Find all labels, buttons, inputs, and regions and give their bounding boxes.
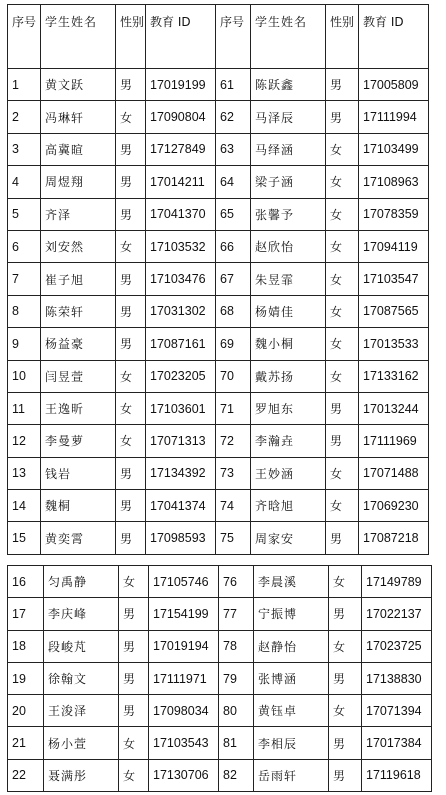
edu-id-cell: 17031302 <box>146 295 216 327</box>
name-cell: 崔子旭 <box>41 263 116 295</box>
seq-cell-2: 64 <box>216 166 251 198</box>
gender-cell: 男 <box>119 598 149 630</box>
table-row <box>8 759 432 791</box>
edu-id-cell-2: 17111994 <box>359 101 429 133</box>
edu-id-cell: 17041374 <box>146 490 216 522</box>
edu-id-cell: 17154199 <box>149 598 219 630</box>
gender-cell: 男 <box>116 490 146 522</box>
table-row <box>8 522 429 554</box>
edu-id-cell: 17090804 <box>146 101 216 133</box>
seq-cell: 14 <box>8 490 41 522</box>
seq-cell: 3 <box>8 133 41 165</box>
name-cell: 魏桐 <box>41 490 116 522</box>
name-cell: 聂满彤 <box>44 759 119 791</box>
name-cell: 齐泽 <box>41 198 116 230</box>
name-cell: 王逸昕 <box>41 392 116 424</box>
gender-cell: 男 <box>116 166 146 198</box>
edu-id-cell-2: 17133162 <box>359 360 429 392</box>
gender-cell-2: 男 <box>329 662 362 694</box>
seq-cell-2: 75 <box>216 522 251 554</box>
table-row <box>8 425 429 457</box>
name-cell: 王浚泽 <box>44 695 119 727</box>
name-cell: 杨益豪 <box>41 328 116 360</box>
seq-cell-2: 63 <box>216 133 251 165</box>
table-row <box>8 630 432 662</box>
edu-id-cell-2: 17103499 <box>359 133 429 165</box>
gender-cell-2: 女 <box>326 263 359 295</box>
gender-cell-2: 男 <box>329 727 362 759</box>
name-cell-2: 李瀚垚 <box>251 425 326 457</box>
name-cell-2: 李晨溪 <box>254 566 329 598</box>
seq-cell: 1 <box>8 69 41 101</box>
header-gender-2: 性别 <box>326 5 359 69</box>
edu-id-cell-2: 17119618 <box>362 759 432 791</box>
seq-cell: 22 <box>8 759 44 791</box>
seq-cell: 12 <box>8 425 41 457</box>
header-gender: 性别 <box>116 5 146 69</box>
edu-id-cell: 17023205 <box>146 360 216 392</box>
edu-id-cell-2: 17094119 <box>359 230 429 262</box>
seq-cell-2: 68 <box>216 295 251 327</box>
name-cell: 黄奕霄 <box>41 522 116 554</box>
table-row <box>8 727 432 759</box>
table-row <box>8 360 429 392</box>
name-cell-2: 张馨予 <box>251 198 326 230</box>
seq-cell: 8 <box>8 295 41 327</box>
gender-cell: 男 <box>116 328 146 360</box>
edu-id-cell-2: 17017384 <box>362 727 432 759</box>
table-row <box>8 566 432 598</box>
table-row <box>8 69 429 101</box>
edu-id-cell-2: 17087218 <box>359 522 429 554</box>
seq-cell-2: 65 <box>216 198 251 230</box>
name-cell-2: 朱昱霏 <box>251 263 326 295</box>
seq-cell-2: 81 <box>219 727 254 759</box>
seq-cell: 6 <box>8 230 41 262</box>
seq-cell-2: 82 <box>219 759 254 791</box>
name-cell: 李曼萝 <box>41 425 116 457</box>
seq-cell: 15 <box>8 522 41 554</box>
gender-cell: 女 <box>116 425 146 457</box>
name-cell: 高冀暄 <box>41 133 116 165</box>
gender-cell: 男 <box>119 662 149 694</box>
gender-cell: 男 <box>116 522 146 554</box>
gender-cell-2: 女 <box>326 230 359 262</box>
edu-id-cell: 17105746 <box>149 566 219 598</box>
header-row <box>8 5 429 69</box>
table-row <box>8 598 432 630</box>
gender-cell: 女 <box>116 230 146 262</box>
edu-id-cell: 17111971 <box>149 662 219 694</box>
seq-cell-2: 76 <box>219 566 254 598</box>
edu-id-cell: 17019199 <box>146 69 216 101</box>
name-cell-2: 李相辰 <box>254 727 329 759</box>
table-row <box>8 198 429 230</box>
gender-cell-2: 男 <box>329 759 362 791</box>
table-row <box>8 133 429 165</box>
seq-cell-2: 72 <box>216 425 251 457</box>
seq-cell: 19 <box>8 662 44 694</box>
edu-id-cell: 17098034 <box>149 695 219 727</box>
seq-cell-2: 67 <box>216 263 251 295</box>
seq-cell: 7 <box>8 263 41 295</box>
gender-cell-2: 男 <box>326 425 359 457</box>
gender-cell: 男 <box>116 263 146 295</box>
table-row <box>8 101 429 133</box>
gender-cell-2: 女 <box>326 360 359 392</box>
edu-id-cell-2: 17069230 <box>359 490 429 522</box>
seq-cell: 20 <box>8 695 44 727</box>
seq-cell-2: 79 <box>219 662 254 694</box>
edu-id-cell-2: 17149789 <box>362 566 432 598</box>
edu-id-cell-2: 17022137 <box>362 598 432 630</box>
gender-cell-2: 男 <box>329 598 362 630</box>
header-edu-id: 教育 ID <box>146 5 216 69</box>
gender-cell: 女 <box>119 727 149 759</box>
gender-cell-2: 女 <box>326 133 359 165</box>
name-cell-2: 岳雨轩 <box>254 759 329 791</box>
gender-cell-2: 女 <box>329 630 362 662</box>
edu-id-cell-2: 17078359 <box>359 198 429 230</box>
table-row <box>8 662 432 694</box>
gender-cell: 男 <box>116 198 146 230</box>
table-row <box>8 263 429 295</box>
name-cell: 冯琳轩 <box>41 101 116 133</box>
seq-cell: 2 <box>8 101 41 133</box>
seq-cell-2: 77 <box>219 598 254 630</box>
table-row <box>8 230 429 262</box>
name-cell: 钱岩 <box>41 457 116 489</box>
table-row <box>8 295 429 327</box>
edu-id-cell: 17019194 <box>149 630 219 662</box>
gender-cell: 男 <box>116 69 146 101</box>
gender-cell: 女 <box>116 392 146 424</box>
gender-cell: 男 <box>119 695 149 727</box>
header-seq: 序号 <box>8 5 41 69</box>
gender-cell: 女 <box>119 759 149 791</box>
name-cell: 段峻芃 <box>44 630 119 662</box>
edu-id-cell-2: 17013533 <box>359 328 429 360</box>
edu-id-cell: 17103532 <box>146 230 216 262</box>
name-cell: 闫昱萱 <box>41 360 116 392</box>
table-row <box>8 490 429 522</box>
edu-id-cell: 17130706 <box>149 759 219 791</box>
seq-cell: 18 <box>8 630 44 662</box>
name-cell: 杨小萱 <box>44 727 119 759</box>
header-name-2: 学生姓名 <box>251 5 326 69</box>
edu-id-cell: 17134392 <box>146 457 216 489</box>
header-edu-id-2: 教育 ID <box>359 5 429 69</box>
edu-id-cell-2: 17071394 <box>362 695 432 727</box>
gender-cell-2: 男 <box>326 522 359 554</box>
table-row <box>8 166 429 198</box>
name-cell-2: 马泽辰 <box>251 101 326 133</box>
gender-cell: 女 <box>116 101 146 133</box>
seq-cell: 9 <box>8 328 41 360</box>
gender-cell-2: 女 <box>326 457 359 489</box>
name-cell-2: 杨婧佳 <box>251 295 326 327</box>
name-cell-2: 宁振博 <box>254 598 329 630</box>
table-row <box>8 457 429 489</box>
seq-cell-2: 73 <box>216 457 251 489</box>
name-cell-2: 周家安 <box>251 522 326 554</box>
seq-cell-2: 71 <box>216 392 251 424</box>
name-cell: 徐翰文 <box>44 662 119 694</box>
name-cell: 周煜翔 <box>41 166 116 198</box>
name-cell-2: 王妙涵 <box>251 457 326 489</box>
gender-cell: 女 <box>116 360 146 392</box>
seq-cell-2: 66 <box>216 230 251 262</box>
name-cell-2: 马绎涵 <box>251 133 326 165</box>
gender-cell-2: 女 <box>326 490 359 522</box>
gender-cell-2: 女 <box>329 566 362 598</box>
seq-cell: 13 <box>8 457 41 489</box>
seq-cell-2: 61 <box>216 69 251 101</box>
name-cell-2: 赵静怡 <box>254 630 329 662</box>
seq-cell-2: 69 <box>216 328 251 360</box>
name-cell: 黄文跃 <box>41 69 116 101</box>
seq-cell: 16 <box>8 566 44 598</box>
seq-cell: 11 <box>8 392 41 424</box>
seq-cell-2: 80 <box>219 695 254 727</box>
edu-id-cell-2: 17087565 <box>359 295 429 327</box>
name-cell: 李庆峰 <box>44 598 119 630</box>
edu-id-cell: 17103476 <box>146 263 216 295</box>
name-cell: 陈荣轩 <box>41 295 116 327</box>
table-row <box>8 392 429 424</box>
seq-cell-2: 74 <box>216 490 251 522</box>
header-seq-2: 序号 <box>216 5 251 69</box>
edu-id-cell: 17098593 <box>146 522 216 554</box>
seq-cell: 17 <box>8 598 44 630</box>
edu-id-cell: 17103601 <box>146 392 216 424</box>
seq-cell-2: 70 <box>216 360 251 392</box>
gender-cell-2: 女 <box>326 198 359 230</box>
gender-cell-2: 女 <box>326 295 359 327</box>
seq-cell-2: 62 <box>216 101 251 133</box>
edu-id-cell: 17041370 <box>146 198 216 230</box>
student-table-bottom <box>7 565 432 792</box>
gender-cell-2: 女 <box>329 695 362 727</box>
edu-id-cell: 17087161 <box>146 328 216 360</box>
gender-cell-2: 男 <box>326 69 359 101</box>
name-cell-2: 齐晗旭 <box>251 490 326 522</box>
edu-id-cell: 17071313 <box>146 425 216 457</box>
table-row <box>8 695 432 727</box>
name-cell-2: 戴苏扬 <box>251 360 326 392</box>
edu-id-cell: 17014211 <box>146 166 216 198</box>
gender-cell-2: 男 <box>326 392 359 424</box>
name-cell-2: 梁子涵 <box>251 166 326 198</box>
gender-cell-2: 女 <box>326 328 359 360</box>
seq-cell-2: 78 <box>219 630 254 662</box>
name-cell-2: 罗旭东 <box>251 392 326 424</box>
edu-id-cell-2: 17005809 <box>359 69 429 101</box>
gender-cell: 男 <box>116 295 146 327</box>
name-cell: 刘安然 <box>41 230 116 262</box>
gender-cell-2: 男 <box>326 101 359 133</box>
name-cell-2: 张博涵 <box>254 662 329 694</box>
name-cell-2: 黄钰卓 <box>254 695 329 727</box>
seq-cell: 4 <box>8 166 41 198</box>
seq-cell: 5 <box>8 198 41 230</box>
edu-id-cell: 17103543 <box>149 727 219 759</box>
edu-id-cell-2: 17111969 <box>359 425 429 457</box>
header-name: 学生姓名 <box>41 5 116 69</box>
name-cell-2: 陈跃鑫 <box>251 69 326 101</box>
gender-cell-2: 女 <box>326 166 359 198</box>
edu-id-cell: 17127849 <box>146 133 216 165</box>
seq-cell: 10 <box>8 360 41 392</box>
edu-id-cell-2: 17138830 <box>362 662 432 694</box>
gender-cell: 男 <box>119 630 149 662</box>
edu-id-cell-2: 17071488 <box>359 457 429 489</box>
gender-cell: 女 <box>119 566 149 598</box>
name-cell-2: 魏小桐 <box>251 328 326 360</box>
gender-cell: 男 <box>116 133 146 165</box>
edu-id-cell-2: 17108963 <box>359 166 429 198</box>
name-cell-2: 赵欣怡 <box>251 230 326 262</box>
edu-id-cell-2: 17023725 <box>362 630 432 662</box>
student-table-top <box>7 4 429 555</box>
name-cell: 匀禹静 <box>44 566 119 598</box>
edu-id-cell-2: 17103547 <box>359 263 429 295</box>
edu-id-cell-2: 17013244 <box>359 392 429 424</box>
table-row <box>8 328 429 360</box>
seq-cell: 21 <box>8 727 44 759</box>
gender-cell: 男 <box>116 457 146 489</box>
